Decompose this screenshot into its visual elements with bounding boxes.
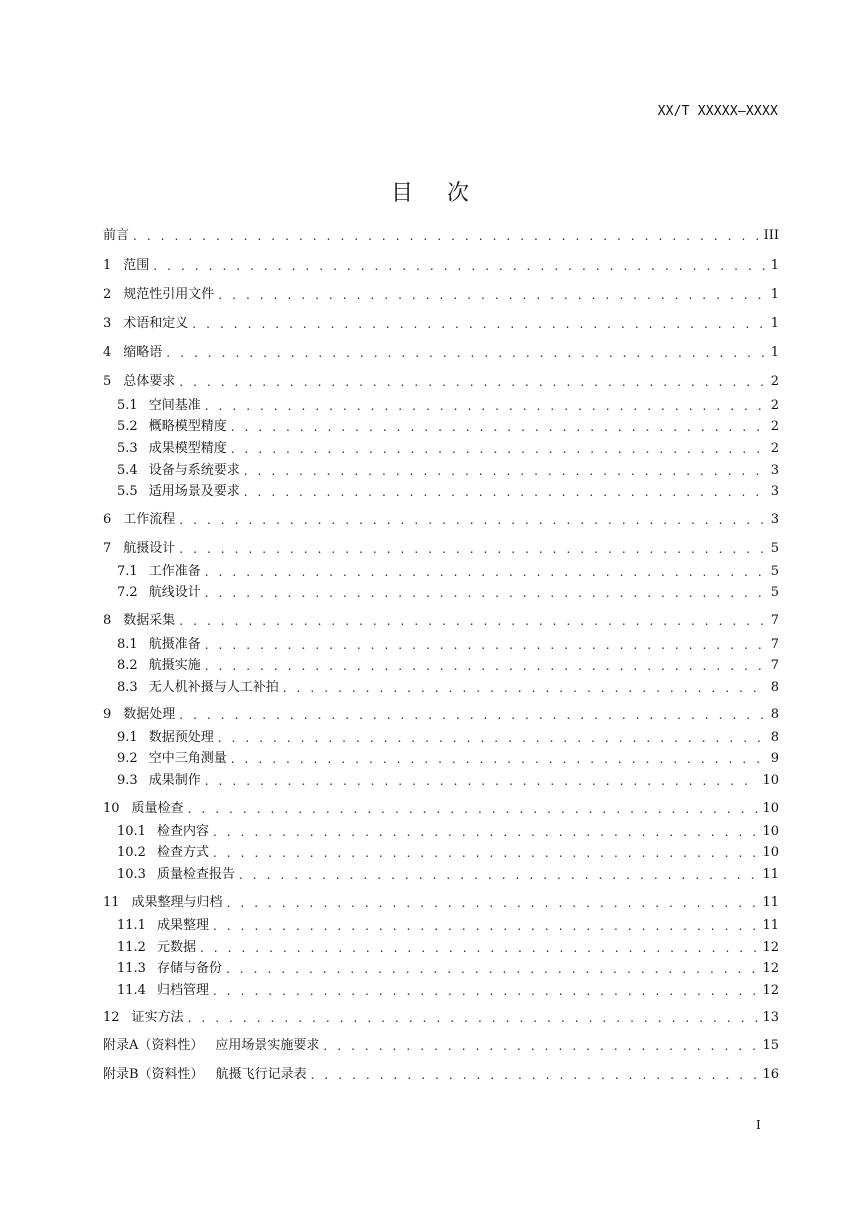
toc-entry-text: 空中三角测量	[148, 751, 227, 766]
toc-leader-dots	[218, 728, 767, 748]
toc-entry-page: III	[763, 228, 779, 243]
toc-entry-text: 航摄实施	[148, 658, 201, 673]
toc-entry-page: 7	[770, 637, 779, 652]
toc-entry-page: 12	[762, 961, 779, 976]
toc-entry-number: 5.5	[117, 484, 138, 499]
toc-leader-dots	[179, 510, 766, 530]
toc-entry-number: 9.1	[117, 730, 138, 745]
toc-entry-label	[117, 865, 235, 885]
toc-entry-label	[117, 938, 196, 958]
toc-entry[interactable]	[103, 539, 779, 559]
toc-entry-number: 附录A（资料性）	[103, 1038, 204, 1053]
toc-entry-page: 8	[770, 680, 779, 695]
toc-entry-label	[103, 314, 188, 334]
toc-leader-dots	[213, 916, 758, 936]
toc-entry-page: 2	[770, 398, 779, 413]
toc-entry[interactable]	[117, 656, 779, 676]
toc-entry-text: 检查内容	[156, 824, 209, 839]
toc-entry-number: 7	[103, 541, 112, 556]
toc-leader-dots	[205, 656, 767, 676]
toc-entry[interactable]	[117, 583, 779, 603]
toc-entry-number: 3	[103, 316, 112, 331]
toc-entry-number: 9.2	[117, 751, 138, 766]
toc-entry-page: 15	[762, 1038, 779, 1053]
toc-entry[interactable]	[103, 1036, 779, 1056]
toc-entry-label	[103, 893, 223, 913]
toc-entry-number: 8.2	[117, 658, 138, 673]
toc-entry[interactable]	[117, 562, 779, 582]
toc-entry-page: 1	[770, 345, 779, 360]
toc-entry-label	[117, 439, 227, 459]
toc-entry-number: 5	[103, 374, 112, 389]
toc-entry-text: 规范性引用文件	[123, 287, 215, 302]
toc-entry[interactable]	[103, 510, 779, 530]
toc-entry-number: 11.1	[117, 918, 146, 933]
toc-entry-label	[117, 959, 222, 979]
toc-leader-dots	[200, 938, 758, 958]
toc-entry[interactable]	[103, 343, 779, 363]
page-number: I	[756, 1118, 761, 1132]
toc-entry-label	[103, 226, 129, 246]
toc-entry-label	[117, 583, 201, 603]
toc-entry-page: 2	[770, 374, 779, 389]
toc-entry[interactable]	[103, 256, 779, 276]
toc-leader-dots	[133, 226, 760, 246]
toc-entry-text: 适用场景及要求	[148, 484, 240, 499]
toc-leader-dots	[213, 822, 758, 842]
toc-entry[interactable]	[103, 372, 779, 392]
toc-entry-text: 缩略语	[123, 345, 163, 360]
toc-entry-number: 4	[103, 345, 112, 360]
toc-entry-number: 9	[103, 707, 112, 722]
toc-entry[interactable]	[103, 1065, 779, 1085]
toc-entry-label	[117, 656, 201, 676]
toc-entry[interactable]	[117, 417, 779, 437]
toc-leader-dots	[213, 981, 758, 1001]
toc-entry-label	[117, 562, 201, 582]
toc-entry-label	[117, 771, 201, 791]
toc-entry[interactable]	[117, 916, 779, 936]
toc-entry-text: 成果制作	[148, 773, 201, 788]
toc-leader-dots	[188, 1008, 759, 1028]
toc-entry-number: 7.1	[117, 564, 138, 579]
toc-entry-page: 7	[770, 613, 779, 628]
toc-entry-text: 存储与备份	[156, 961, 222, 976]
toc-entry-page: 8	[770, 707, 779, 722]
toc-entry-text: 航线设计	[148, 585, 201, 600]
toc-entry-label	[103, 510, 175, 530]
toc-entry-number: 2	[103, 287, 112, 302]
toc-entry-page: 9	[770, 751, 779, 766]
toc-leader-dots	[218, 285, 766, 305]
toc-leader-dots	[205, 771, 759, 791]
toc-entry-page: 1	[770, 316, 779, 331]
toc-entry-text: 工作准备	[148, 564, 201, 579]
toc-entry-page: 10	[762, 824, 779, 839]
toc-entry-page: 10	[762, 801, 779, 816]
toc-entry-number: 5.3	[117, 441, 138, 456]
toc-entry-text: 航摄设计	[123, 541, 176, 556]
toc-entry-label	[117, 843, 209, 863]
toc-entry-number: 10.1	[117, 824, 146, 839]
toc-entry-label	[103, 1065, 307, 1085]
toc-leader-dots	[179, 705, 766, 725]
toc-entry-number: 5.4	[117, 463, 138, 478]
toc-entry-text: 成果整理与归档	[131, 895, 223, 910]
toc-entry-text: 证实方法	[131, 1010, 184, 1025]
toc-entry[interactable]	[117, 938, 779, 958]
toc-leader-dots	[239, 865, 758, 885]
toc-entry-label	[117, 635, 201, 655]
toc-entry-number: 8.3	[117, 680, 138, 695]
toc-entry-number: 10.2	[117, 845, 146, 860]
toc-entry-number: 11.4	[117, 983, 146, 998]
toc-entry[interactable]	[117, 396, 779, 416]
toc-leader-dots	[188, 799, 759, 819]
toc-entry-number: 11.3	[117, 961, 146, 976]
toc-entry-page: 3	[770, 484, 779, 499]
toc-entry-page: 3	[770, 463, 779, 478]
toc-entry-text: 设备与系统要求	[148, 463, 240, 478]
toc-entry-label	[117, 749, 227, 769]
toc-entry-number: 11	[103, 895, 120, 910]
toc-entry[interactable]	[103, 314, 779, 334]
toc-entry[interactable]	[117, 728, 779, 748]
toc-entry[interactable]	[117, 771, 779, 791]
toc-leader-dots	[166, 343, 766, 363]
toc-entry-page: 11	[762, 918, 779, 933]
toc-entry[interactable]	[117, 865, 779, 885]
toc-entry[interactable]	[117, 749, 779, 769]
toc-entry-text: 无人机补摄与人工补拍	[148, 680, 279, 695]
toc-entry-number: 12	[103, 1010, 120, 1025]
toc-entry[interactable]	[117, 482, 779, 502]
toc-entry[interactable]	[103, 799, 779, 819]
toc-leader-dots	[179, 539, 766, 559]
toc-entry[interactable]	[117, 959, 779, 979]
toc-entry-label	[117, 678, 279, 698]
toc-entry-label	[117, 461, 240, 481]
toc-entry-number: 10.3	[117, 867, 146, 882]
toc-entry-label	[117, 981, 209, 1001]
toc-entry-page: 1	[770, 258, 779, 273]
toc-entry-text: 前言	[103, 228, 130, 243]
toc-entry-page: 11	[762, 867, 779, 882]
toc-entry-page: 10	[762, 845, 779, 860]
toc-entry-page: 5	[770, 541, 779, 556]
toc-entry-text: 成果整理	[156, 918, 209, 933]
toc-entry-number: 11.2	[117, 940, 146, 955]
toc-entry-number: 7.2	[117, 585, 138, 600]
toc-entry-label	[103, 256, 149, 276]
toc-entry-number: 10	[103, 801, 120, 816]
toc-entry[interactable]	[103, 893, 779, 913]
toc-entry-text: 成果模型精度	[148, 441, 227, 456]
toc-leader-dots	[244, 482, 767, 502]
page-title: 目次	[390, 181, 503, 206]
toc-entry[interactable]	[117, 439, 779, 459]
toc-leader-dots	[231, 439, 767, 459]
toc-entry-label	[117, 822, 209, 842]
toc-entry-text: 质量检查报告	[156, 867, 235, 882]
toc-entry-label	[103, 1036, 319, 1056]
toc-leader-dots	[244, 461, 767, 481]
toc-entry-text: 航摄飞行记录表	[215, 1067, 307, 1082]
toc-leader-dots	[153, 256, 766, 276]
toc-entry[interactable]	[103, 285, 779, 305]
toc-entry[interactable]	[117, 678, 779, 698]
toc-entry-page: 3	[770, 512, 779, 527]
toc-entry-text: 质量检查	[131, 801, 184, 816]
toc-leader-dots	[283, 678, 767, 698]
toc-leader-dots	[179, 611, 766, 631]
toc-entry-label	[103, 799, 184, 819]
toc-entry-page: 5	[770, 585, 779, 600]
toc-entry-label	[103, 285, 214, 305]
toc-entry-text: 归档管理	[156, 983, 209, 998]
toc-entry[interactable]	[103, 1008, 779, 1028]
toc-entry[interactable]	[117, 635, 779, 655]
toc-entry[interactable]	[117, 461, 779, 481]
toc-entry-text: 范围	[123, 258, 150, 273]
toc-entry[interactable]	[103, 226, 779, 246]
toc-entry-page: 2	[770, 419, 779, 434]
toc-entry-page: 16	[762, 1067, 779, 1082]
toc-entry-label	[117, 417, 227, 437]
toc-entry-text: 概略模型精度	[148, 419, 227, 434]
toc-entry-text: 术语和定义	[123, 316, 189, 331]
toc-leader-dots	[205, 396, 767, 416]
toc-entry-text: 检查方式	[156, 845, 209, 860]
toc-entry-number: 5.1	[117, 398, 138, 413]
toc-entry[interactable]	[117, 981, 779, 1001]
toc-entry-label	[103, 611, 175, 631]
toc-entry[interactable]	[103, 611, 779, 631]
toc-entry-page: 1	[770, 287, 779, 302]
toc-leader-dots	[205, 635, 767, 655]
toc-leader-dots	[226, 959, 758, 979]
toc-entry-page: 11	[762, 895, 779, 910]
toc-leader-dots	[231, 749, 767, 769]
toc-entry-page: 12	[762, 983, 779, 998]
toc-leader-dots	[179, 372, 766, 392]
toc-entry-text: 数据预处理	[148, 730, 214, 745]
toc-leader-dots	[205, 562, 767, 582]
toc-entry-number: 9.3	[117, 773, 138, 788]
toc-entry-label	[103, 705, 175, 725]
toc-leader-dots	[231, 417, 767, 437]
toc-entry-label	[117, 916, 209, 936]
toc-entry-number: 6	[103, 512, 112, 527]
toc-entry-number: 8	[103, 613, 112, 628]
toc-leader-dots	[213, 843, 758, 863]
toc-entry-label	[103, 1008, 184, 1028]
toc-entry-number: 5.2	[117, 419, 138, 434]
toc-entry[interactable]	[103, 705, 779, 725]
toc-entry-text: 总体要求	[123, 374, 176, 389]
toc-entry-label	[103, 343, 162, 363]
toc-entry-page: 5	[770, 564, 779, 579]
toc-entry-label	[103, 372, 175, 392]
toc-entry-text: 元数据	[156, 940, 196, 955]
toc-entry-number: 附录B（资料性）	[103, 1067, 204, 1082]
toc-entry-page: 7	[770, 658, 779, 673]
toc-entry-page: 10	[762, 773, 779, 788]
toc-leader-dots	[192, 314, 766, 334]
toc-entry-text: 数据采集	[123, 613, 176, 628]
toc-entry-text: 应用场景实施要求	[215, 1038, 320, 1053]
toc-entry[interactable]	[117, 843, 779, 863]
toc-entry-text: 工作流程	[123, 512, 176, 527]
toc-entry-page: 13	[762, 1010, 779, 1025]
toc-entry-number: 1	[103, 258, 112, 273]
toc-entry-text: 空间基准	[148, 398, 201, 413]
toc-entry-text: 数据处理	[123, 707, 176, 722]
toc-entry-text: 航摄准备	[148, 637, 201, 652]
toc-leader-dots	[311, 1065, 759, 1085]
toc-entry-label	[117, 482, 240, 502]
toc-entry-label	[117, 728, 214, 748]
toc-leader-dots	[205, 583, 767, 603]
toc-entry-label	[117, 396, 201, 416]
toc-entry[interactable]	[117, 822, 779, 842]
toc-leader-dots	[227, 893, 759, 913]
document-code: XX/T XXXXX—XXXX	[657, 104, 778, 119]
toc-entry-label	[103, 539, 175, 559]
toc-leader-dots	[323, 1036, 758, 1056]
toc-entry-number: 8.1	[117, 637, 138, 652]
toc-entry-page: 8	[770, 730, 779, 745]
toc-entry-page: 2	[770, 441, 779, 456]
toc-entry-page: 12	[762, 940, 779, 955]
